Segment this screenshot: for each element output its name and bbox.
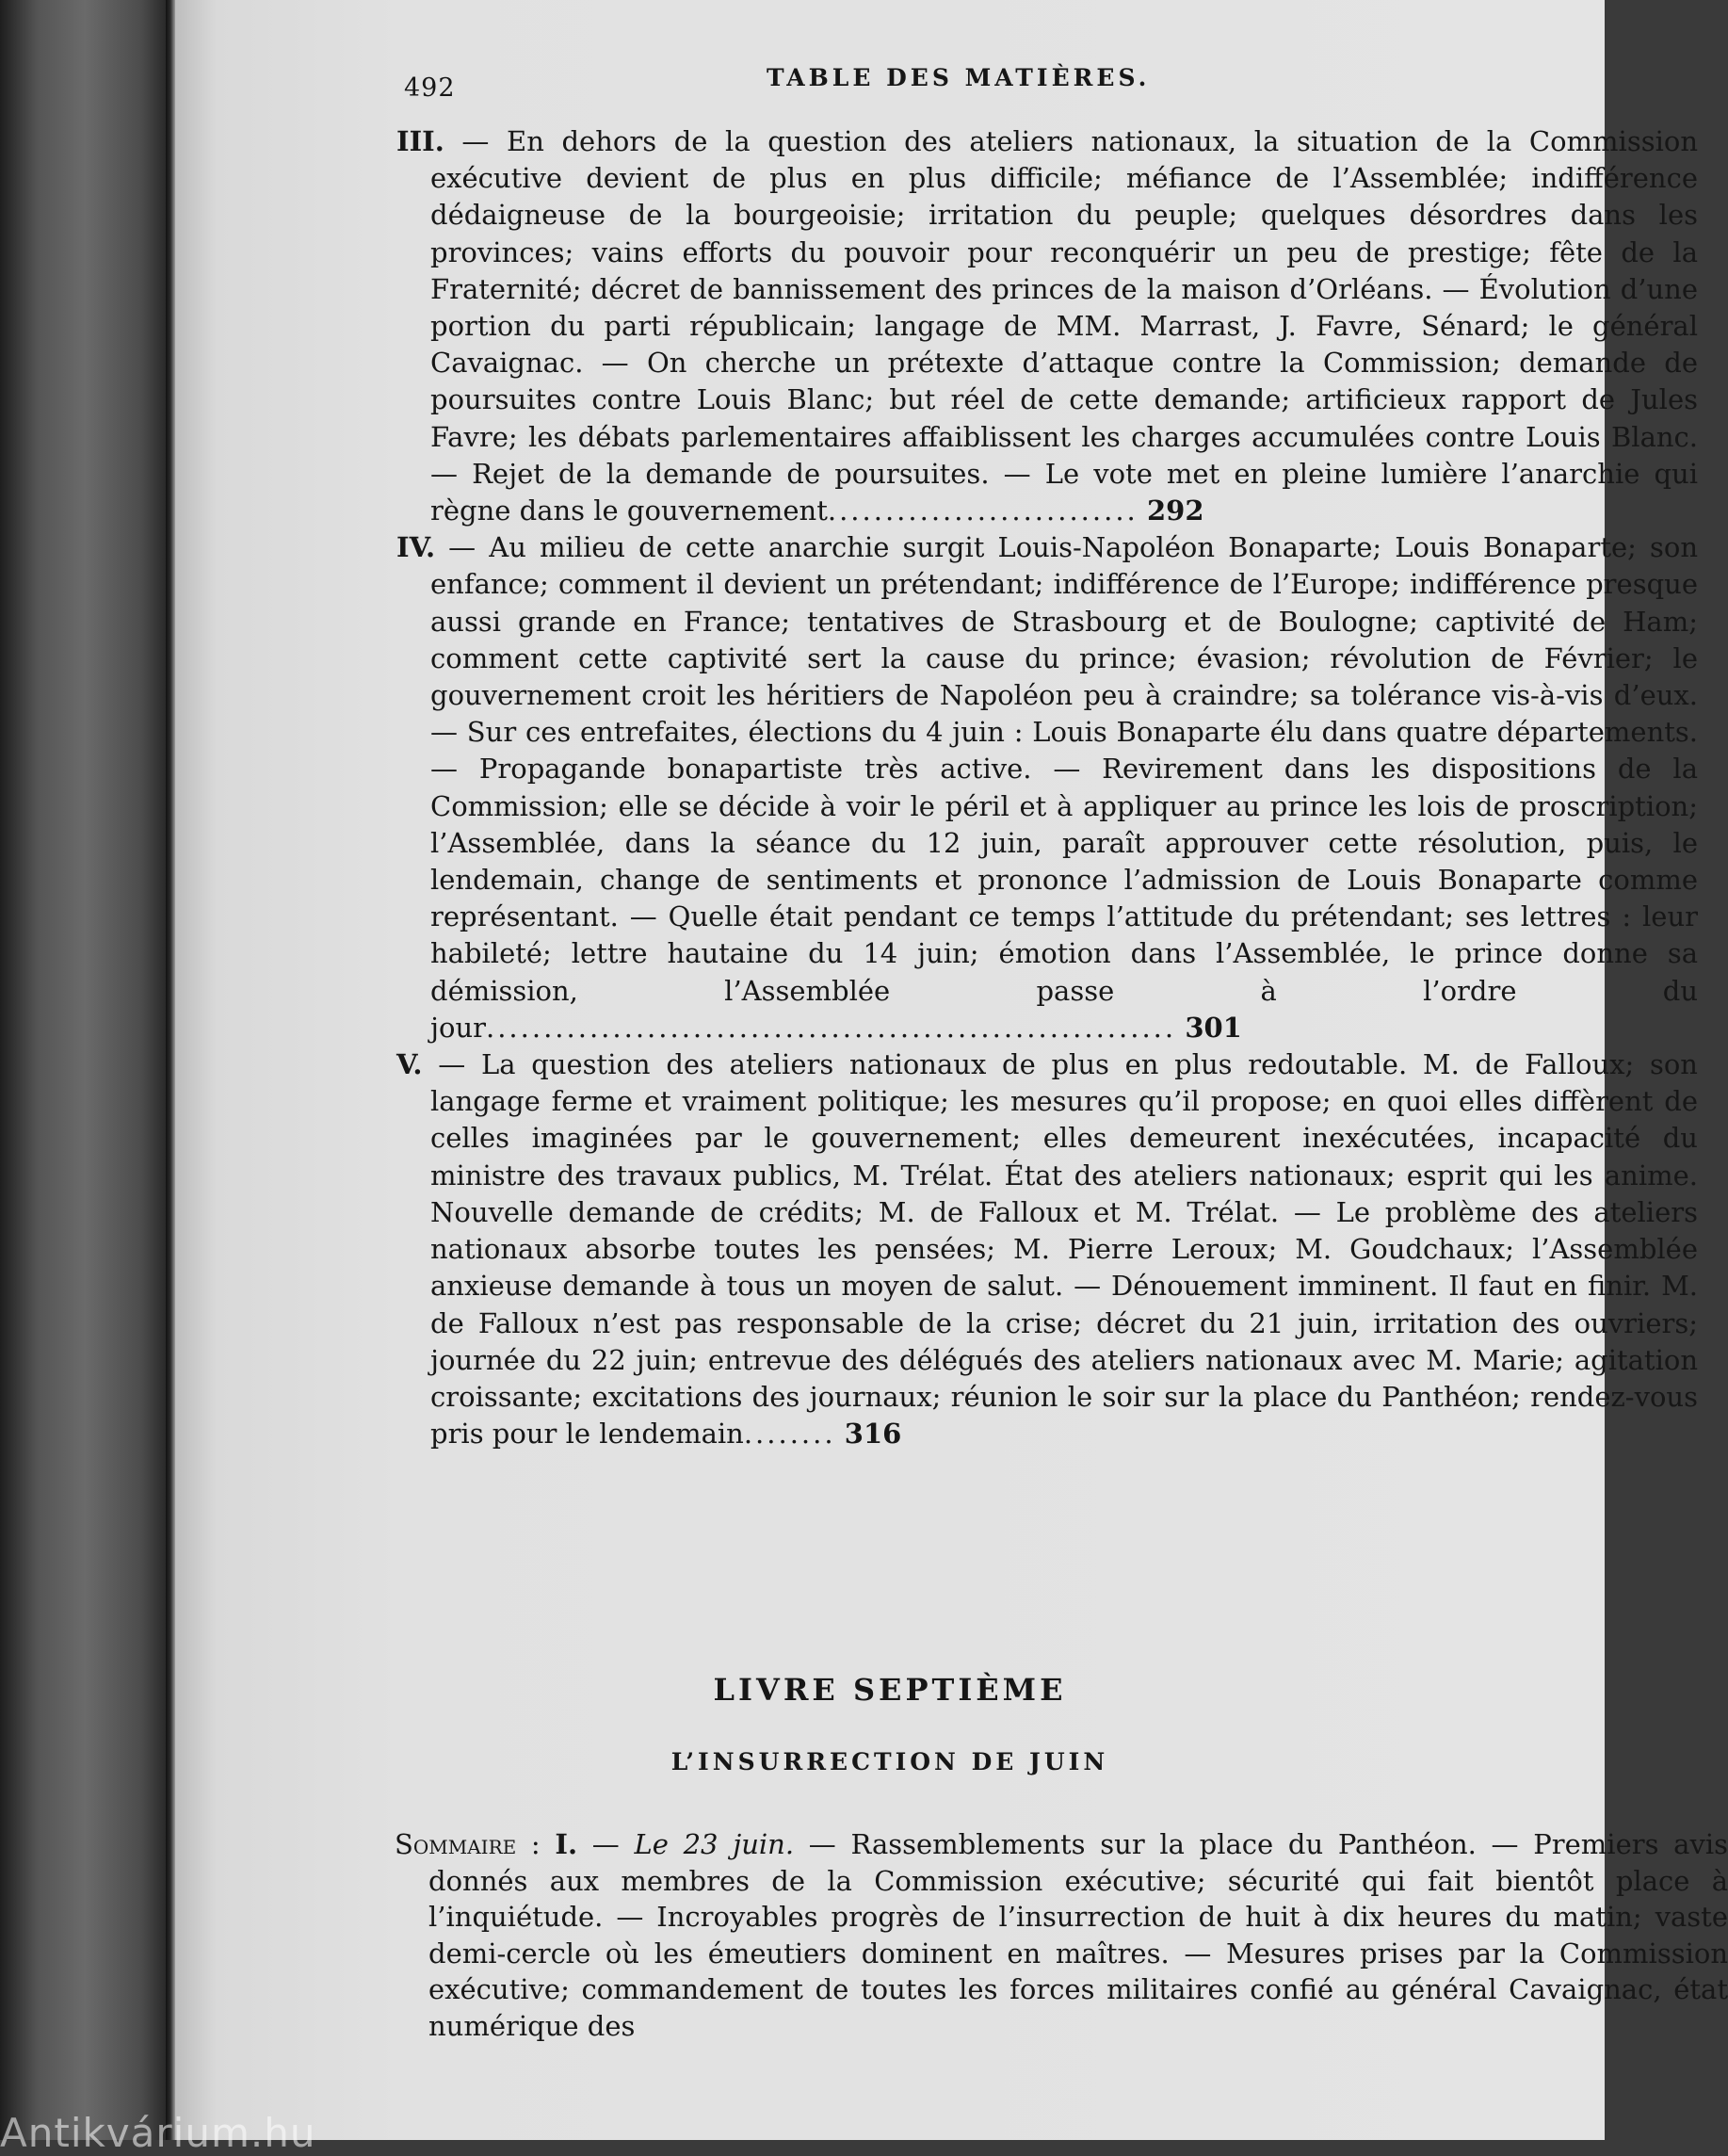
entry-number: III. [396, 125, 444, 157]
summary-label: Sommaire : [395, 1828, 541, 1860]
watermark: Antikvárium.hu [0, 2110, 316, 2156]
entry-text: La question des ateliers nationaux de plus en plus redoutable. M. de Falloux; son langage ferme et vraiment politique; les mesures qu’il propose; en quoi elles diffèrent de celles imaginées par le gouvernement; elles demeurent inexécutées, incapacité du ministre des travaux publics, M. Trélat. État des ateliers nationaux; esprit qui les anime. Nouvelle demande de crédits; M. de Falloux et M. Trélat. — Le problème des ateliers nationaux absorbe toutes les pensées; M. Pierre Leroux; M. Goudchaux; l’Assemblée anxieuse demande à tous un moyen de salut. — Dénouement imminent. Il faut en finir. M. de Falloux n’est pas responsable de la crise; décret du 21 juin, irritation des ouvriers; journée du 22 juin; entrevue des délégués des ateliers nationaux avec M. Marie; agitation croissante; excitations des journaux; réunion le soir sur la place du Panthéon; rendez-vous pris pour le lendemain [430, 1048, 1698, 1451]
chapter-summary: Sommaire : I. — Le 23 juin. — Rassemblements sur la place du Panthéon. — Premiers avis donnés aux membres de la Commission exécutive; sécurité qui fait bientôt place à l’inquiétude. — Incroyables progrès de l’insurrection de huit à dix heures du matin; vaste demi-cercle où les émeutiers dominent en maîtres. — Mesures prises par la Commission exécutive; commandement de toutes les forces militaires confié au général Cavaignac, état numérique des [395, 1828, 1728, 2042]
toc-entries [396, 123, 1698, 1452]
summary-date: Le 23 juin. [634, 1828, 795, 1860]
toc-entry: V. — La question des ateliers nationaux de plus en plus redoutable. M. de Falloux; son langage ferme et vraiment politique; les mesures qu’il propose; en quoi elles diffèrent de celles imaginées par le gouvernement; elles demeurent inexécutées, incapacité du ministre des travaux publics, M. Trélat. État des ateliers nationaux; esprit qui les anime. Nouvelle demande de crédits; M. de Falloux et M. Trélat. — Le problème des ateliers nationaux absorbe toutes les pensées; M. Pierre Leroux; M. Goudchaux; l’Assemblée anxieuse demande à tous un moyen de salut. — Dénouement imminent. Il faut en finir. M. de Falloux n’est pas responsable de la crise; décret du 21 juin, irritation des ouvriers; journée du 22 juin; entrevue des délégués des ateliers nationaux avec M. Marie; agitation croissante; excitations des journaux; réunion le soir sur la place du Panthéon; rendez-vous pris pour le lendemain........ 316 [396, 1048, 1698, 1451]
dot-leaders: ........ [743, 1418, 836, 1451]
toc-entry: III. — En dehors de la question des ateliers nationaux, la situation de la Commission exécutive devient de plus en plus difficile; méfiance de l’Assemblée; indifférence dédaigneuse de la bourgeoisie; irritation du peuple; quelques désordres dans les provinces; vains efforts du pouvoir pour reconquérir un peu de prestige; fête de la Fraternité; décret de bannissement des princes de la maison d’Orléans. — Évolution d’une portion du parti républicain; langage de MM. Marrast, J. Favre, Sénard; le général Cavaignac. — On cherche un prétexte d’attaque contre la Commission; demande de poursuites contre Louis Blanc; but réel de cette demande; artificieux rapport de Jules Favre; les débats parlementaires affaiblissent les charges accumulées contre Louis Blanc. — Rejet de la demande de poursuites. — Le vote met en pleine lumière l’anarchie qui règne dans le gouvernement........................... 292 [396, 125, 1698, 527]
book-subtitle: L’INSURRECTION DE JUIN [670, 1748, 1109, 1775]
book-gutter [166, 0, 175, 2140]
page-sheet [175, 0, 1728, 2140]
entry-text: En dehors de la question des ateliers nationaux, la situation de la Commission exécutive devient de plus en plus difficile; méfiance de l’Assemblée; indifférence dédaigneuse de la bourgeoisie; irritation du peuple; quelques désordres dans les provinces; vains efforts du pouvoir pour reconquérir un peu de prestige; fête de la Fraternité; décret de bannissement des princes de la maison d’Orléans. — Évolution d’une portion du parti républicain; langage de MM. Marrast, J. Favre, Sénard; le général Cavaignac. — On cherche un prétexte d’attaque contre la Commission; demande de poursuites contre Louis Blanc; but réel de cette demande; artificieux rapport de Jules Favre; les débats parlementaires affaiblissent les charges accumulées contre Louis Blanc. — Rejet de la demande de poursuites. — Le vote met en pleine lumière l’anarchie qui règne dans le gouvernement [430, 125, 1698, 527]
summary-number: I. [555, 1828, 578, 1860]
entry-page-ref: 292 [1147, 494, 1204, 527]
dot-leaders: ........................... [827, 494, 1139, 527]
entry-number: V. [396, 1048, 423, 1081]
dot-leaders: ............................................................ [486, 1011, 1177, 1044]
book-title: LIVRE SEPTIÈME [713, 1672, 1067, 1708]
entry-number: IV. [396, 531, 436, 564]
running-head: TABLE DES MATIÈRES. [767, 64, 1151, 91]
entry-page-ref: 301 [1185, 1011, 1242, 1044]
page-number: 492 [404, 73, 456, 103]
summary-text: Rassemblements sur la place du Panthéon. — Premiers avis donnés aux membres de la Commission exécutive; sécurité qui fait bientôt place à l’inquiétude. — Incroyables progrès de l’insurrection de huit à dix heures du matin; vaste demi-cercle où les émeutiers dominent en maîtres. — Mesures prises par la Commission exécutive; commandement de toutes les forces militaires confié au général Cavaignac, état numérique des [428, 1828, 1728, 2042]
toc-entry: IV. — Au milieu de cette anarchie surgit Louis-Napoléon Bonaparte; Louis Bonaparte; son enfance; comment il devient un prétendant; indifférence de l’Europe; indifférence presque aussi grande en France; tentatives de Strasbourg et de Boulogne; captivité de Ham; comment cette captivité sert la cause du prince; évasion; révolution de Février; le gouvernement croit les héritiers de Napoléon peu à craindre; sa tolérance vis-à-vis d’eux. — Sur ces entrefaites, élections du 4 juin : Louis Bonaparte élu dans quatre départements. — Propagande bonapartiste très active. — Revirement dans les dispositions de la Commission; elle se décide à voir le péril et à appliquer au prince les lois de proscription; l’Assemblée, dans la séance du 12 juin, paraît approuver cette résolution, puis, le lendemain, change de sentiments et prononce l’admission de Louis Bonaparte comme représentant. — Quelle était pendant ce temps l’attitude du prétendant; ses lettres : leur habileté; lettre hautaine du 14 juin; émotion dans l’Assemblée, le prince donne sa démission, l’Assemblée passe à l’ordre du jour............................................................ 301 [396, 531, 1699, 1044]
entry-text: Au milieu de cette anarchie surgit Louis-Napoléon Bonaparte; Louis Bonaparte; son enfance; comment il devient un prétendant; indifférence de l’Europe; indifférence presque aussi grande en France; tentatives de Strasbourg et de Boulogne; captivité de Ham; comment cette captivité sert la cause du prince; évasion; révolution de Février; le gouvernement croit les héritiers de Napoléon peu à craindre; sa tolérance vis-à-vis d’eux. — Sur ces entrefaites, élections du 4 juin : Louis Bonaparte élu dans quatre départements. — Propagande bonapartiste très active. — Revirement dans les dispositions de la Commission; elle se décide à voir le péril et à appliquer au prince les lois de proscription; l’Assemblée, dans la séance du 12 juin, paraît approuver cette résolution, puis, le lendemain, change de sentiments et prononce l’admission de Louis Bonaparte comme représentant. — Quelle était pendant ce temps l’attitude du prétendant; ses lettres : leur habileté; lettre hautaine du 14 juin; émotion dans l’Assemblée, le prince donne sa démission, l’Assemblée passe à l’ordre du jour [430, 531, 1699, 1044]
entry-page-ref: 316 [844, 1418, 902, 1451]
